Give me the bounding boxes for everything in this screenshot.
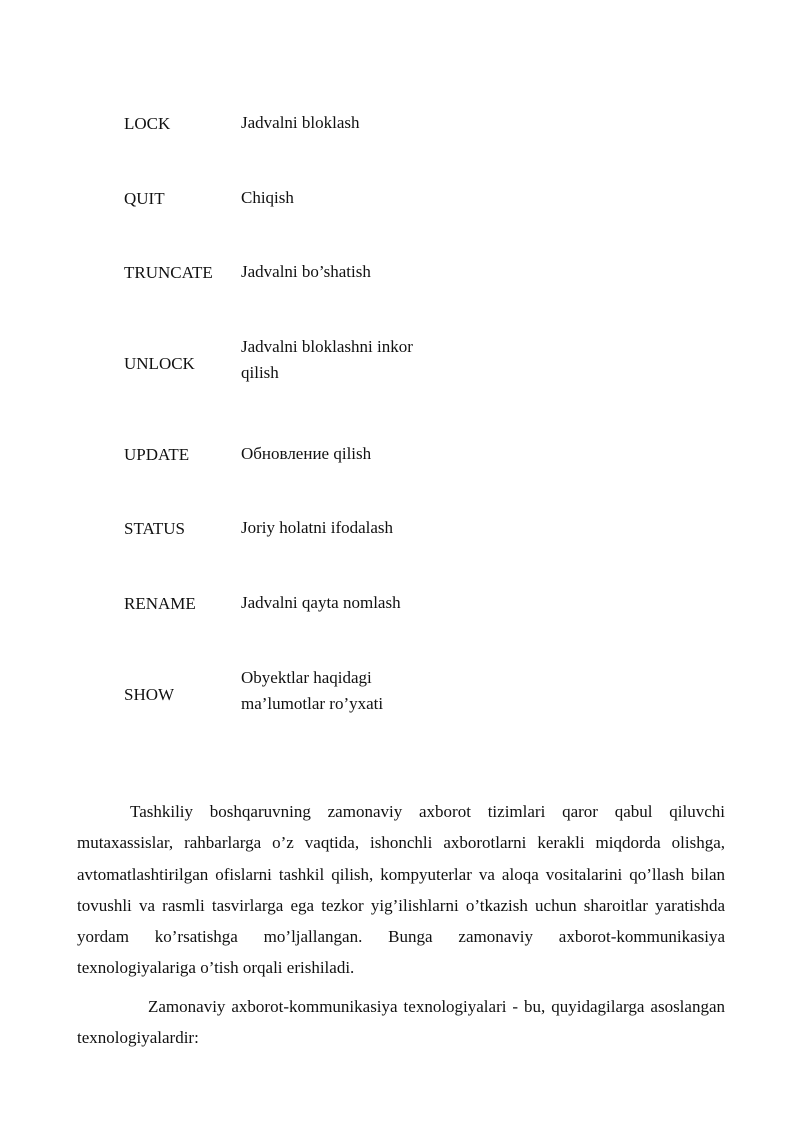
command-description: Obyektlar haqidagi ma’lumotlar ro’yxati	[241, 668, 384, 713]
command-description: Обновление qilish	[241, 444, 372, 463]
command-name: TRUNCATE	[124, 263, 213, 282]
command-name: QUIT	[124, 189, 165, 208]
command-description: Jadvalni bloklash	[241, 113, 360, 132]
body-paragraph: Zamonaviy axborot-kommunikasiya texnologiyalari - bu, quyidagilarga asoslangan texnologiyalardir:	[77, 997, 725, 1048]
command-description: Jadvalni qayta nomlash	[241, 593, 401, 612]
command-description: Joriy holatni ifodalash	[241, 518, 394, 537]
command-description: Jadvalni bo’shatish	[241, 262, 371, 281]
command-description: Jadvalni bloklashni inkor qilish	[241, 337, 413, 382]
command-name: RENAME	[124, 594, 196, 613]
command-name: UPDATE	[124, 445, 190, 464]
command-name: LOCK	[124, 114, 171, 133]
body-paragraph: Tashkiliy boshqaruvning zamonaviy axborot tizimlari qaror qabul qiluvchi mutaxassislar, rahbarlarga o’z vaqtida, ishonchli axborotlarni kerakli miqdorda olishga, avtomatlashtirilgan ofislarni tashkil qilish, kompyuterlar va aloqa vositalarini qo’llash bilan tovushli va rasmli tasvirlarga ega tezkor yig’ilishlarni o’tkazish uchun sharoitlar yaratishda yordam ko’rsatishga mo’ljallangan. Bunga zamonaviy axborot-kommunikasiya texnologiyalariga o’tish orqali erishiladi.	[77, 802, 725, 978]
command-description: Chiqish	[241, 188, 294, 207]
command-name: UNLOCK	[124, 354, 195, 373]
command-name: SHOW	[124, 685, 175, 704]
command-name: STATUS	[124, 519, 185, 538]
